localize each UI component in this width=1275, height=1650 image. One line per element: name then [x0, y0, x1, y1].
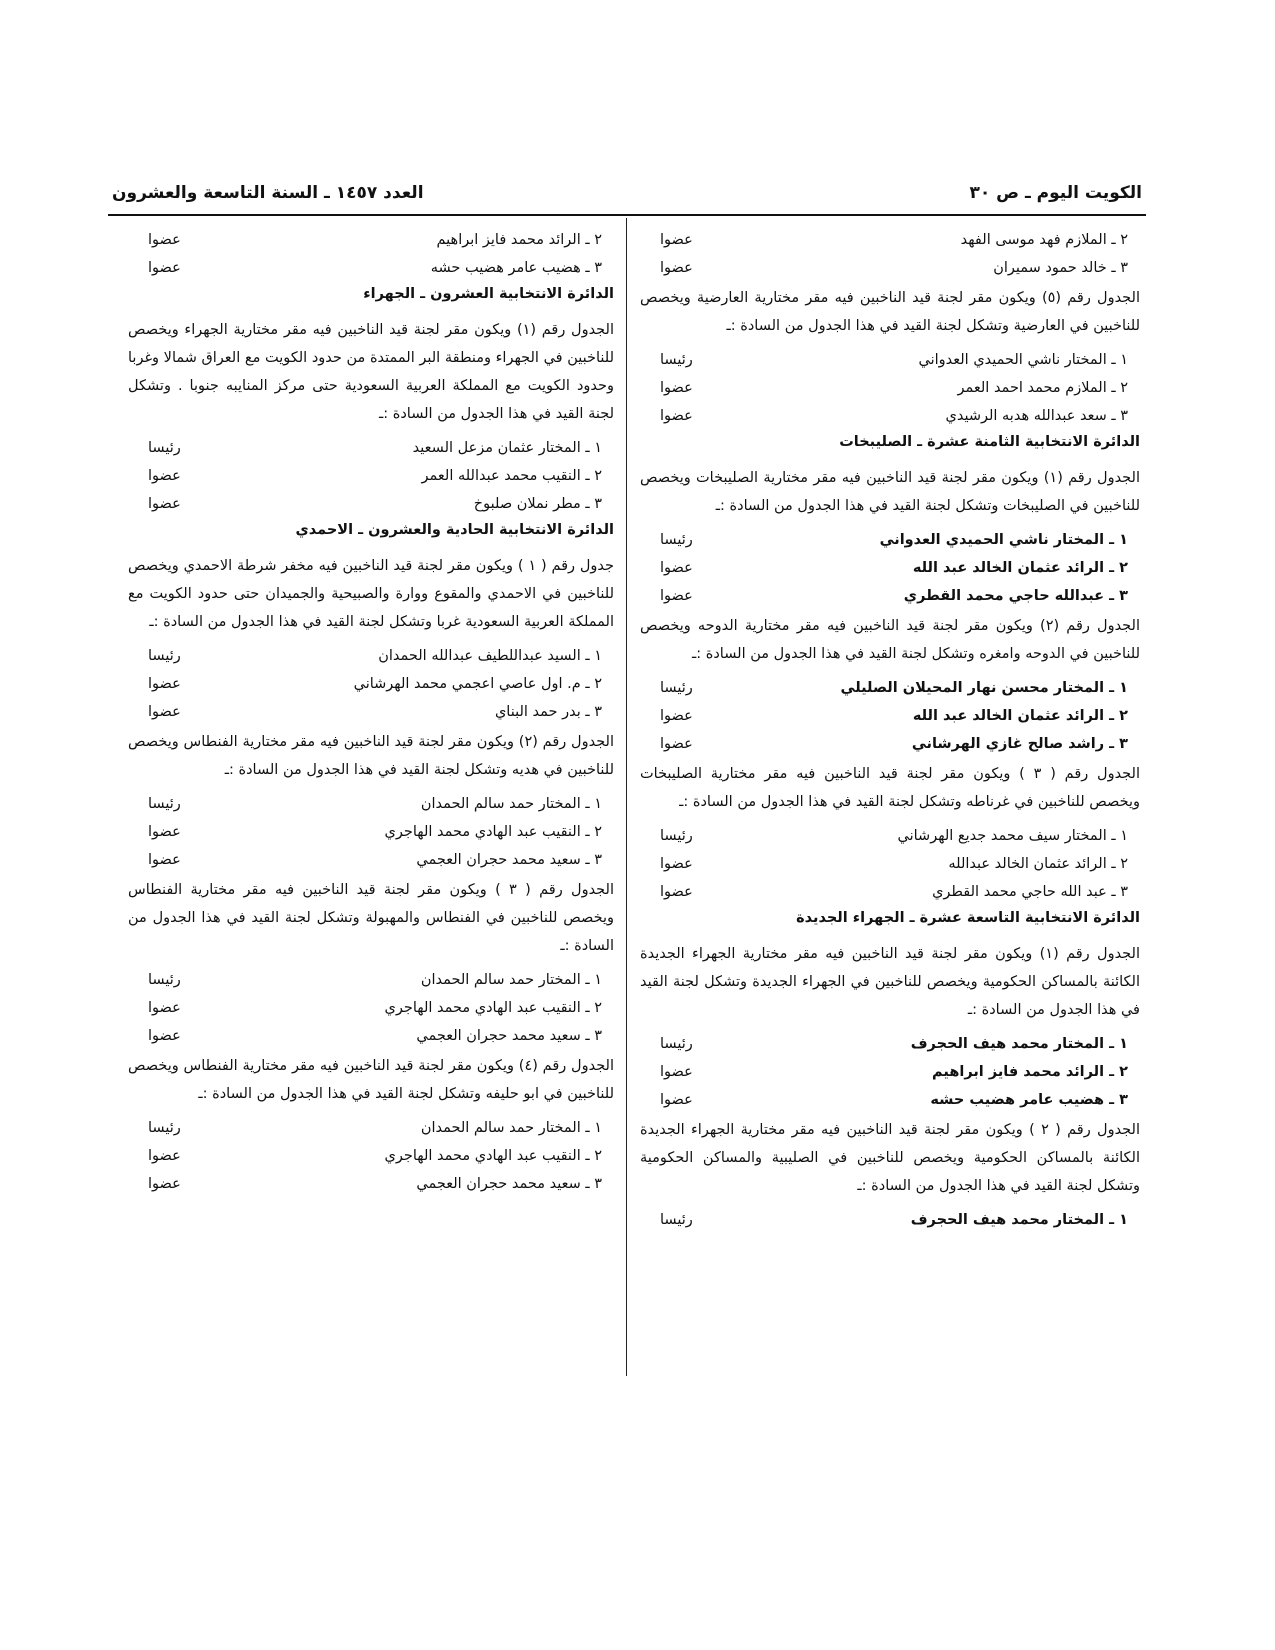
member-role: عضوا: [660, 408, 693, 424]
member-row: [128, 228, 614, 252]
member-name: ٣ ـ هضيب عامر هضيب حشه: [930, 1092, 1128, 1108]
table-paragraph: الجدول رقم ( ٣ ) ويكون مقر لجنة قيد الناخبين فيه مقر مختارية الصليبخات ويخصص للناخبين في غرناطه وتشكل لجنة القيد في هذا الجدول من السادة :ـ: [640, 766, 1140, 810]
member-row: [128, 848, 614, 872]
member-row: [640, 676, 1140, 700]
member-row: [128, 464, 614, 488]
member-name: ٣ ـ سعيد محمد حجران العجمي: [416, 1176, 602, 1192]
member-role: عضوا: [660, 1064, 693, 1080]
left-column: [128, 228, 614, 1200]
member-role: عضوا: [660, 708, 693, 724]
member-role: عضوا: [148, 496, 181, 512]
member-role: عضوا: [660, 260, 693, 276]
member-row: [128, 1024, 614, 1048]
table-paragraph: الجدول رقم (٢) ويكون مقر لجنة قيد الناخبين فيه مقر مختارية الدوحه ويخصص للناخبين في الدوحه وامغره وتشكل لجنة القيد في هذا الجدول من السادة :ـ: [640, 618, 1140, 662]
page-header: [112, 183, 1142, 211]
section-heading: الدائرة الانتخابية الثامنة عشرة ـ الصليبخات: [839, 434, 1140, 450]
member-name: ١ ـ المختار سيف محمد جديع الهرشاني: [897, 828, 1128, 844]
member-name: ١ ـ المختار ناشي الحميدي العدواني: [879, 532, 1128, 548]
member-role: عضوا: [660, 856, 693, 872]
member-row: [128, 820, 614, 844]
table-paragraph: الجدول رقم (٥) ويكون مقر لجنة قيد الناخبين فيه مقر مختارية العارضية ويخصص للناخبين في العارضية وتشكل لجنة القيد في هذا الجدول من السادة :ـ: [640, 290, 1140, 334]
member-name: ١ ـ السيد عبداللطيف عبدالله الحمدان: [378, 648, 602, 664]
member-row: [128, 968, 614, 992]
member-role: رئيسا: [660, 1212, 693, 1228]
member-role: عضوا: [148, 704, 181, 720]
member-role: عضوا: [660, 884, 693, 900]
member-name: ٣ ـ سعيد محمد حجران العجمي: [416, 1028, 602, 1044]
member-row: [128, 436, 614, 460]
member-name: ١ ـ المختار محمد هيف الحجرف: [910, 1212, 1128, 1228]
member-name: ٣ ـ بدر حمد البناي: [494, 704, 602, 720]
member-role: رئيسا: [660, 1036, 693, 1052]
member-name: ٢ ـ الملازم فهد موسى الفهد: [960, 232, 1128, 248]
member-row: [640, 404, 1140, 428]
section-heading: الدائرة الانتخابية التاسعة عشرة ـ الجهراء الجديدة: [796, 910, 1140, 926]
member-role: عضوا: [148, 1176, 181, 1192]
member-row: [640, 824, 1140, 848]
member-name: ٣ ـ سعيد محمد حجران العجمي: [416, 852, 602, 868]
member-row: [128, 644, 614, 668]
member-name: ١ ـ المختار حمد سالم الحمدان: [420, 796, 602, 812]
member-role: عضوا: [660, 380, 693, 396]
member-role: رئيسا: [148, 796, 181, 812]
member-name: ٢ ـ النقيب محمد عبدالله العمر: [421, 468, 602, 484]
member-role: رئيسا: [148, 1120, 181, 1136]
header-rule: [108, 214, 1146, 216]
table-paragraph: الجدول رقم (٤) ويكون مقر لجنة قيد الناخبين فيه مقر مختارية الفنطاس ويخصص للناخبين في ابو حليفه وتشكل لجنة القيد في هذا الجدول من السادة :ـ: [128, 1058, 614, 1102]
member-row: [128, 996, 614, 1020]
table-paragraph: الجدول رقم (٢) ويكون مقر لجنة قيد الناخبين فيه مقر مختارية الفنطاس ويخصص للناخبين في هديه وتشكل لجنة القيد في هذا الجدول من السادة :ـ: [128, 734, 614, 778]
member-role: عضوا: [148, 1148, 181, 1164]
member-name: ٢ ـ النقيب عبد الهادي محمد الهاجري: [384, 1148, 602, 1164]
member-name: ٣ ـ عبد الله حاجي محمد القطري: [932, 884, 1128, 900]
member-name: ٣ ـ خالد حمود سميران: [993, 260, 1128, 276]
member-name: ١ ـ المختار محمد هيف الحجرف: [910, 1036, 1128, 1052]
page-reference: الكويت اليوم ـ ص ٣٠: [969, 183, 1142, 203]
member-role: رئيسا: [148, 440, 181, 456]
member-row: [640, 1088, 1140, 1112]
table-paragraph: الجدول رقم ( ٢ ) ويكون مقر لجنة قيد الناخبين فيه مقر مختارية الجهراء الجديدة الكائنة بالمساكن الحكومية ويخصص للناخبين في الصليبية والمساكن الحكومية وتشكل لجنة القيد في هذا الجدول من السادة :ـ: [640, 1122, 1140, 1194]
member-role: عضوا: [660, 232, 693, 248]
member-row: [640, 1060, 1140, 1084]
member-role: عضوا: [148, 260, 181, 276]
table-paragraph: الجدول رقم (١) ويكون مقر لجنة قيد الناخبين فيه مقر مختارية الجهراء ويخصص للناخبين في الجهراء ومنطقة البر الممتدة من حدود الكويت مع العراق شمالا وغربا وحدود الكويت مع المملكة العربية السعودية حتى مركز المنايبه جنوبا . وتشكل لجنة القيد في هذا الجدول من السادة :ـ: [128, 322, 614, 422]
member-row: [640, 348, 1140, 372]
member-name: ٣ ـ سعد عبدالله هدبه الرشيدي: [945, 408, 1128, 424]
member-role: عضوا: [148, 852, 181, 868]
member-row: [640, 228, 1140, 252]
member-name: ٢ ـ النقيب عبد الهادي محمد الهاجري: [384, 824, 602, 840]
member-row: [640, 732, 1140, 756]
member-role: رئيسا: [660, 352, 693, 368]
member-name: ٢ ـ الملازم محمد احمد العمر: [957, 380, 1128, 396]
member-row: [128, 700, 614, 724]
member-role: عضوا: [660, 736, 693, 752]
member-row: [128, 1116, 614, 1140]
section-heading: الدائرة الانتخابية الحادية والعشرون ـ الاحمدي: [295, 522, 614, 538]
member-name: ٢ ـ الرائد عثمان الخالد عبدالله: [948, 856, 1128, 872]
member-role: عضوا: [148, 232, 181, 248]
member-role: عضوا: [148, 468, 181, 484]
member-role: رئيسا: [660, 828, 693, 844]
member-role: عضوا: [148, 824, 181, 840]
member-role: عضوا: [660, 1092, 693, 1108]
member-row: [128, 492, 614, 516]
member-row: [640, 528, 1140, 552]
member-row: [640, 584, 1140, 608]
member-name: ٢ ـ الرائد محمد فايز ابراهيم: [436, 232, 602, 248]
member-name: ١ ـ المختار محسن نهار المحيلان الصليلي: [840, 680, 1128, 696]
member-name: ٣ ـ مطر نملان صلبوخ: [473, 496, 602, 512]
member-role: رئيسا: [148, 972, 181, 988]
member-role: عضوا: [660, 588, 693, 604]
column-divider: [626, 218, 627, 1376]
member-name: ١ ـ المختار ناشي الحميدي العدواني: [918, 352, 1128, 368]
table-paragraph: الجدول رقم (١) ويكون مقر لجنة قيد الناخبين فيه مقر مختارية الجهراء الجديدة الكائنة بالمساكن الحكومية ويخصص للناخبين في الجهراء الجديدة وتشكل لجنة القيد في هذا الجدول من السادة :ـ: [640, 946, 1140, 1018]
section-heading: الدائرة الانتخابية العشرون ـ الجهراء: [363, 286, 614, 302]
issue-info: العدد ١٤٥٧ ـ السنة التاسعة والعشرون: [112, 183, 424, 203]
member-role: رئيسا: [660, 680, 693, 696]
member-row: [128, 792, 614, 816]
member-row: [640, 1208, 1140, 1232]
member-row: [128, 256, 614, 280]
member-role: رئيسا: [660, 532, 693, 548]
member-role: عضوا: [660, 560, 693, 576]
table-paragraph: جدول رقم ( ١ ) ويكون مقر لجنة قيد الناخبين فيه مخفر شرطة الاحمدي ويخصص للناخبين في الاحمدي والمقوع ووارة والصبيحية والجميدان حتى حدود الكويت مع المملكة العربية السعودية غربا وتشكل لجنة القيد في هذا الجدول من السادة :ـ: [128, 558, 614, 630]
member-row: [128, 1144, 614, 1168]
member-row: [640, 704, 1140, 728]
member-row: [640, 880, 1140, 904]
member-name: ٣ ـ عبدالله حاجي محمد القطري: [903, 588, 1128, 604]
member-name: ٢ ـ الرائد محمد فايز ابراهيم: [932, 1064, 1128, 1080]
member-row: [640, 556, 1140, 580]
table-paragraph: الجدول رقم (١) ويكون مقر لجنة قيد الناخبين فيه مقر مختارية الصليبخات ويخصص للناخبين في الصليبخات وتشكل لجنة القيد في هذا الجدول من السادة :ـ: [640, 470, 1140, 514]
member-name: ١ ـ المختار عثمان مزعل السعيد: [412, 440, 602, 456]
member-name: ٢ ـ الرائد عثمان الخالد عبد الله: [912, 708, 1128, 724]
member-name: ١ ـ المختار حمد سالم الحمدان: [420, 1120, 602, 1136]
member-row: [640, 256, 1140, 280]
member-name: ٢ ـ م. اول عاصي اعجمي محمد الهرشاني: [353, 676, 602, 692]
member-name: ١ ـ المختار حمد سالم الحمدان: [420, 972, 602, 988]
member-role: رئيسا: [148, 648, 181, 664]
member-role: عضوا: [148, 1028, 181, 1044]
member-role: عضوا: [148, 676, 181, 692]
member-row: [128, 672, 614, 696]
member-row: [640, 1032, 1140, 1056]
table-paragraph: الجدول رقم ( ٣ ) ويكون مقر لجنة قيد الناخبين فيه مقر مختارية الفنطاس ويخصص للناخبين في الفنطاس والمهبولة وتشكل لجنة القيد في هذا الجدول من السادة :ـ: [128, 882, 614, 954]
member-name: ٢ ـ النقيب عبد الهادي محمد الهاجري: [384, 1000, 602, 1016]
member-name: ٢ ـ الرائد عثمان الخالد عبد الله: [912, 560, 1128, 576]
member-name: ٣ ـ راشد صالح غازي الهرشاني: [911, 736, 1128, 752]
right-column: [640, 228, 1140, 1236]
member-row: [128, 1172, 614, 1196]
member-name: ٣ ـ هضيب عامر هضيب حشه: [430, 260, 602, 276]
member-row: [640, 852, 1140, 876]
member-row: [640, 376, 1140, 400]
member-role: عضوا: [148, 1000, 181, 1016]
